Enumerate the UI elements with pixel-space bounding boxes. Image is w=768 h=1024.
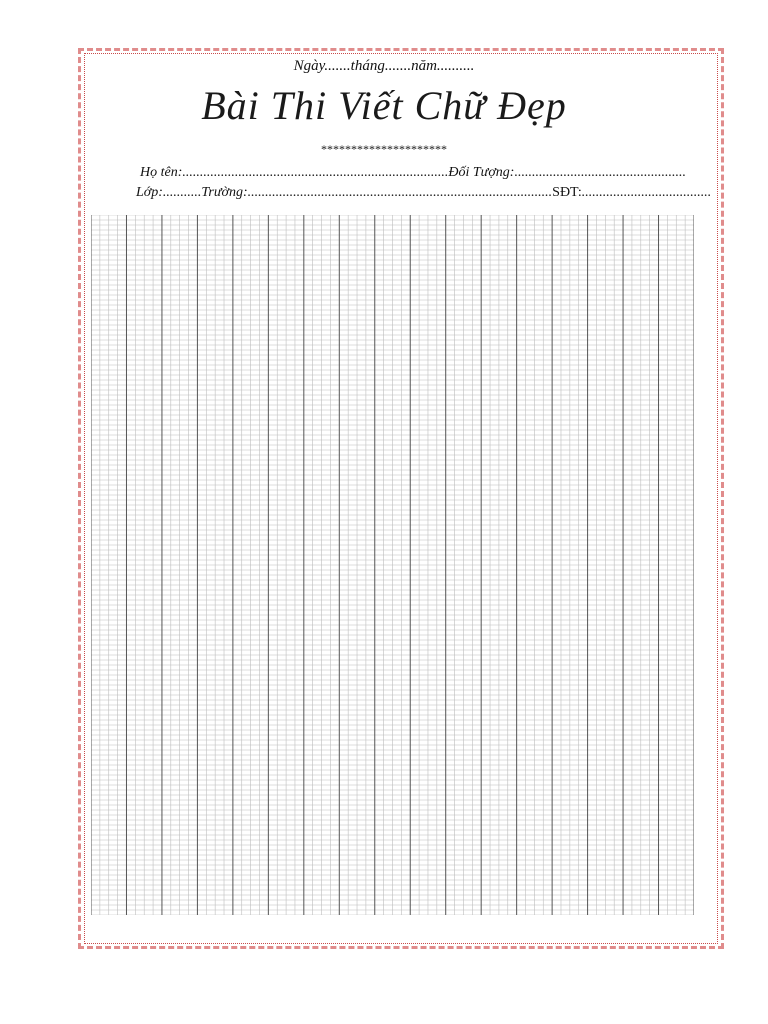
class-field[interactable]: ........... bbox=[162, 185, 202, 200]
phone-label: SĐT: bbox=[552, 185, 582, 200]
phone-field[interactable]: ..................................... bbox=[581, 185, 712, 200]
page-title: Bài Thi Viết Chữ Đẹp bbox=[201, 83, 567, 128]
info-row-1 bbox=[140, 165, 686, 181]
star-divider: ********************* bbox=[321, 142, 447, 156]
name-label: Họ tên: bbox=[140, 165, 183, 180]
class-label: Lớp: bbox=[136, 185, 163, 200]
date-line: Ngày.......tháng.......năm.......... bbox=[293, 58, 475, 74]
name-field[interactable]: ............................................................................ bbox=[182, 165, 449, 180]
info-row-2 bbox=[136, 185, 712, 201]
school-label: Trường: bbox=[201, 185, 248, 200]
school-field[interactable]: ....................................................................................... bbox=[247, 185, 553, 200]
writing-grid-svg bbox=[91, 215, 694, 915]
writing-grid[interactable] bbox=[91, 215, 694, 915]
target-label: Đối Tượng: bbox=[448, 165, 515, 180]
target-field[interactable]: ................................................. bbox=[514, 165, 686, 180]
